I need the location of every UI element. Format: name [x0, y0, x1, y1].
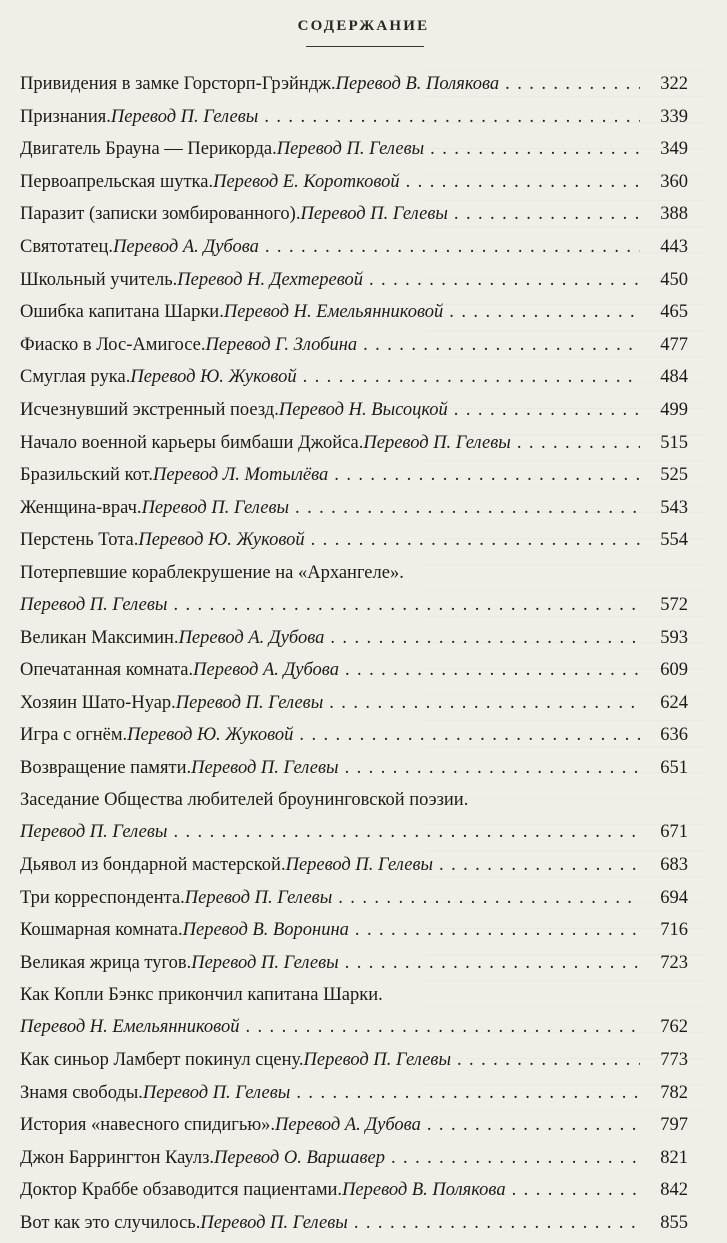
entry-translator: Перевод Г. Злобина: [205, 334, 358, 355]
dot-leader: [517, 430, 640, 456]
entry-page-number: 855: [660, 1213, 688, 1233]
entry-page-number: 477: [660, 334, 688, 355]
entry-title: Как синьор Ламберт покинул сцену.: [20, 1050, 304, 1071]
toc-entry: [20, 722, 688, 748]
toc-entry: [20, 169, 688, 195]
entry-page-number: 543: [660, 497, 688, 518]
entry-page-number: 683: [660, 855, 688, 876]
entry-page-number: 465: [660, 302, 688, 323]
entry-page-number: 484: [660, 367, 688, 388]
entry-translator: Перевод П. Гелевы: [184, 887, 333, 908]
entry-title: Привидения в замке Горсторп-Грэйндж.: [20, 74, 336, 94]
dot-leader: [391, 1145, 640, 1171]
entry-translator: Перевод П. Гелевы: [20, 594, 168, 615]
entry-translator: Перевод Н. Дехтеревой: [177, 269, 363, 290]
entry-translator: Перевод П. Гелевы: [191, 952, 339, 973]
entry-title: Школьный учитель.: [20, 269, 178, 290]
toc-entry-multiline: [20, 560, 688, 618]
entry-title: Фиаско в Лос-Амигосе.: [20, 334, 206, 355]
entry-page-number: 360: [660, 171, 688, 192]
dot-leader: [265, 234, 640, 260]
entry-title: Дьявол из бондарной мастерской.: [20, 855, 286, 876]
entry-translator: Перевод П. Гелевы: [276, 139, 425, 160]
entry-translator: Перевод П. Гелевы: [200, 1213, 348, 1233]
entry-title: Начало военной карьеры бимбаши Джойса.: [20, 432, 364, 453]
toc-entry: [20, 1047, 688, 1073]
entry-continuation: [20, 592, 688, 618]
dot-leader: [173, 592, 640, 618]
dot-leader: [338, 885, 640, 911]
toc-entry: [20, 625, 688, 651]
toc-entry: [20, 430, 688, 456]
entry-title: Ошибка капитана Шарки.: [20, 302, 224, 323]
entry-translator: Перевод А. Дубова: [178, 627, 325, 648]
toc-entry-multiline: [20, 982, 688, 1040]
entry-page-number: 339: [660, 106, 688, 127]
dot-leader: [311, 527, 640, 553]
entry-title: Первоапрельская шутка.: [20, 171, 214, 192]
toc-entry: [20, 234, 688, 260]
entry-translator: Перевод Ю. Жуковой: [138, 530, 305, 551]
entry-translator: Перевод Ю. Жуковой: [127, 725, 294, 746]
entry-title: Двигатель Брауна — Перикорда.: [20, 139, 277, 160]
dot-leader: [449, 299, 640, 325]
toc-entry: [20, 397, 688, 423]
entry-page-number: 515: [660, 432, 688, 453]
dot-leader: [330, 625, 640, 651]
toc-entry: [20, 657, 688, 683]
entry-page-number: 842: [660, 1180, 688, 1201]
entry-title: Доктор Краббе обзаводится пациентами.: [20, 1180, 343, 1201]
toc-entry: [20, 495, 688, 521]
toc-entry: [20, 299, 688, 325]
entry-page-number: 636: [660, 725, 688, 746]
entry-title: Смуглая рука.: [20, 367, 131, 388]
dot-leader: [454, 397, 640, 423]
entry-translator: Перевод А. Дубова: [193, 660, 339, 681]
entry-translator: Перевод Н. Емельянниковой: [20, 1017, 240, 1038]
dot-leader: [406, 169, 640, 195]
entry-page-number: 782: [660, 1082, 688, 1103]
entry-page-number: 593: [660, 627, 688, 648]
entry-page-number: 797: [660, 1115, 688, 1136]
toc-entry: [20, 527, 688, 553]
entry-title: Паразит (записки зомбированного).: [20, 204, 301, 225]
entry-title: Джон Баррингтон Каулз.: [20, 1147, 215, 1168]
entry-title: Знамя свободы.: [20, 1082, 143, 1103]
entry-page-number: 694: [660, 887, 688, 908]
toc-entry: [20, 885, 688, 911]
dot-leader: [430, 136, 640, 162]
entry-title: Великан Максимин.: [20, 627, 179, 648]
entry-continuation: [20, 1014, 688, 1040]
entry-translator: Перевод П. Гелевы: [20, 822, 168, 843]
entry-title: Хозяин Шато-Нуар.: [20, 692, 176, 713]
dot-leader: [457, 1047, 640, 1073]
entry-page-number: 322: [660, 74, 688, 94]
entry-page-number: 762: [660, 1017, 688, 1038]
entry-translator: Перевод П. Гелевы: [110, 106, 259, 127]
entry-translator: Перевод П. Гелевы: [303, 1050, 451, 1071]
dot-leader: [296, 1080, 640, 1106]
entry-translator: Перевод П. Гелевы: [141, 497, 290, 518]
entry-title: Три корреспондента.: [20, 887, 185, 908]
entry-page-number: 609: [660, 660, 688, 681]
entry-page-number: 723: [660, 952, 688, 973]
entry-title: Возвращение памяти.: [20, 757, 192, 778]
entry-title: Потерпевшие кораблекрушение на «Архангеле».: [20, 562, 404, 583]
entry-translator: Перевод В. Полякова: [342, 1180, 506, 1201]
entry-page-number: 388: [660, 204, 688, 225]
toc-entry: [20, 267, 688, 293]
entry-title: Игра с огнём.: [20, 725, 128, 746]
toc-entry: [20, 1112, 688, 1138]
entry-page-number: 572: [660, 594, 688, 615]
entry-translator: Перевод П. Гелевы: [285, 855, 434, 876]
entry-page-number: 443: [660, 236, 688, 257]
entry-translator: Перевод П. Гелевы: [175, 692, 324, 713]
entry-translator: Перевод П. Гелевы: [300, 204, 448, 225]
toc-entry: [20, 755, 688, 781]
toc-entry: [20, 1210, 688, 1236]
dot-leader: [345, 657, 640, 683]
entry-page-number: 651: [660, 757, 688, 778]
entry-translator: Перевод Е. Коротковой: [213, 171, 400, 192]
dot-leader: [454, 201, 640, 227]
entry-translator: Перевод О. Варшавер: [214, 1147, 385, 1168]
entry-translator: Перевод В. Полякова: [335, 74, 500, 94]
toc-entry: [20, 364, 688, 390]
toc-entry: [20, 917, 688, 943]
entry-title: Признания.: [20, 106, 111, 127]
entry-page-number: 624: [660, 692, 688, 713]
dot-leader: [245, 1014, 640, 1040]
toc-entry: [20, 1080, 688, 1106]
dot-leader: [355, 917, 640, 943]
entry-translator: Перевод Ю. Жуковой: [130, 367, 297, 388]
entry-title: Перстень Тота.: [20, 530, 139, 551]
entry-page-number: 499: [660, 399, 688, 420]
entry-page-number: 554: [660, 530, 688, 551]
toc-entry: [20, 690, 688, 716]
entry-title: Заседание Общества любителей броунинговской поэзии.: [20, 790, 469, 811]
entry-page-number: 525: [660, 465, 688, 486]
entry-continuation: [20, 819, 688, 845]
entry-translator: Перевод П. Гелевы: [363, 432, 511, 453]
toc-entry: [20, 201, 688, 227]
entry-title: Исчезнувший экстренный поезд.: [20, 399, 279, 420]
dot-leader: [363, 332, 640, 358]
toc-entry-multiline: [20, 787, 688, 845]
dot-leader: [369, 267, 640, 293]
entry-page-number: 716: [660, 920, 688, 941]
dot-leader: [427, 1112, 640, 1138]
entry-title: Опечатанная комната.: [20, 660, 194, 681]
dot-leader: [354, 1210, 640, 1236]
entry-title: Кошмарная комната.: [20, 920, 183, 941]
entry-title: Великая жрица тугов.: [20, 952, 192, 973]
table-of-contents: [20, 71, 688, 1243]
dot-leader: [345, 755, 640, 781]
toc-entry: [20, 852, 688, 878]
entry-page-number: 821: [660, 1147, 688, 1168]
entry-page-number: 450: [660, 269, 688, 290]
toc-entry: [20, 136, 688, 162]
dot-leader: [303, 364, 640, 390]
toc-entry: [20, 104, 688, 130]
toc-entry: [20, 1145, 688, 1171]
entry-title: Вот как это случилось.: [20, 1213, 201, 1233]
entry-title: Как Копли Бэнкс прикончил капитана Шарки.: [20, 985, 383, 1006]
entry-page-number: 773: [660, 1050, 688, 1071]
entry-title: История «навесного спидигью».: [20, 1115, 276, 1136]
entry-title: Женщина-врач.: [20, 497, 142, 518]
dot-leader: [505, 71, 640, 97]
entry-title: Святотатец.: [20, 236, 114, 257]
toc-entry: [20, 71, 688, 97]
entry-translator: Перевод Н. Высоцкой: [278, 399, 448, 420]
entry-translator: Перевод Н. Емельянниковой: [223, 302, 444, 323]
title-rule: [306, 46, 424, 47]
toc-entry: [20, 462, 688, 488]
dot-leader: [329, 690, 640, 716]
page-title: СОДЕРЖАНИЕ: [297, 18, 430, 34]
dot-leader: [295, 495, 640, 521]
entry-translator: Перевод А. Дубова: [275, 1115, 421, 1136]
entry-title: Бразильский кот.: [20, 465, 153, 486]
entry-page-number: 349: [660, 139, 688, 160]
entry-translator: Перевод В. Воронина: [182, 920, 349, 941]
entry-translator: Перевод Л. Мотылёва: [152, 465, 329, 486]
dot-leader: [345, 950, 640, 976]
toc-entry: [20, 332, 688, 358]
dot-leader: [334, 462, 640, 488]
entry-page-number: 671: [660, 822, 688, 843]
toc-entry: [20, 950, 688, 976]
entry-translator: Перевод П. Гелевы: [142, 1082, 291, 1103]
dot-leader: [264, 104, 640, 130]
dot-leader: [173, 819, 640, 845]
entry-translator: Перевод П. Гелевы: [191, 757, 339, 778]
dot-leader: [299, 722, 640, 748]
entry-translator: Перевод А. Дубова: [113, 236, 259, 257]
dot-leader: [439, 852, 640, 878]
